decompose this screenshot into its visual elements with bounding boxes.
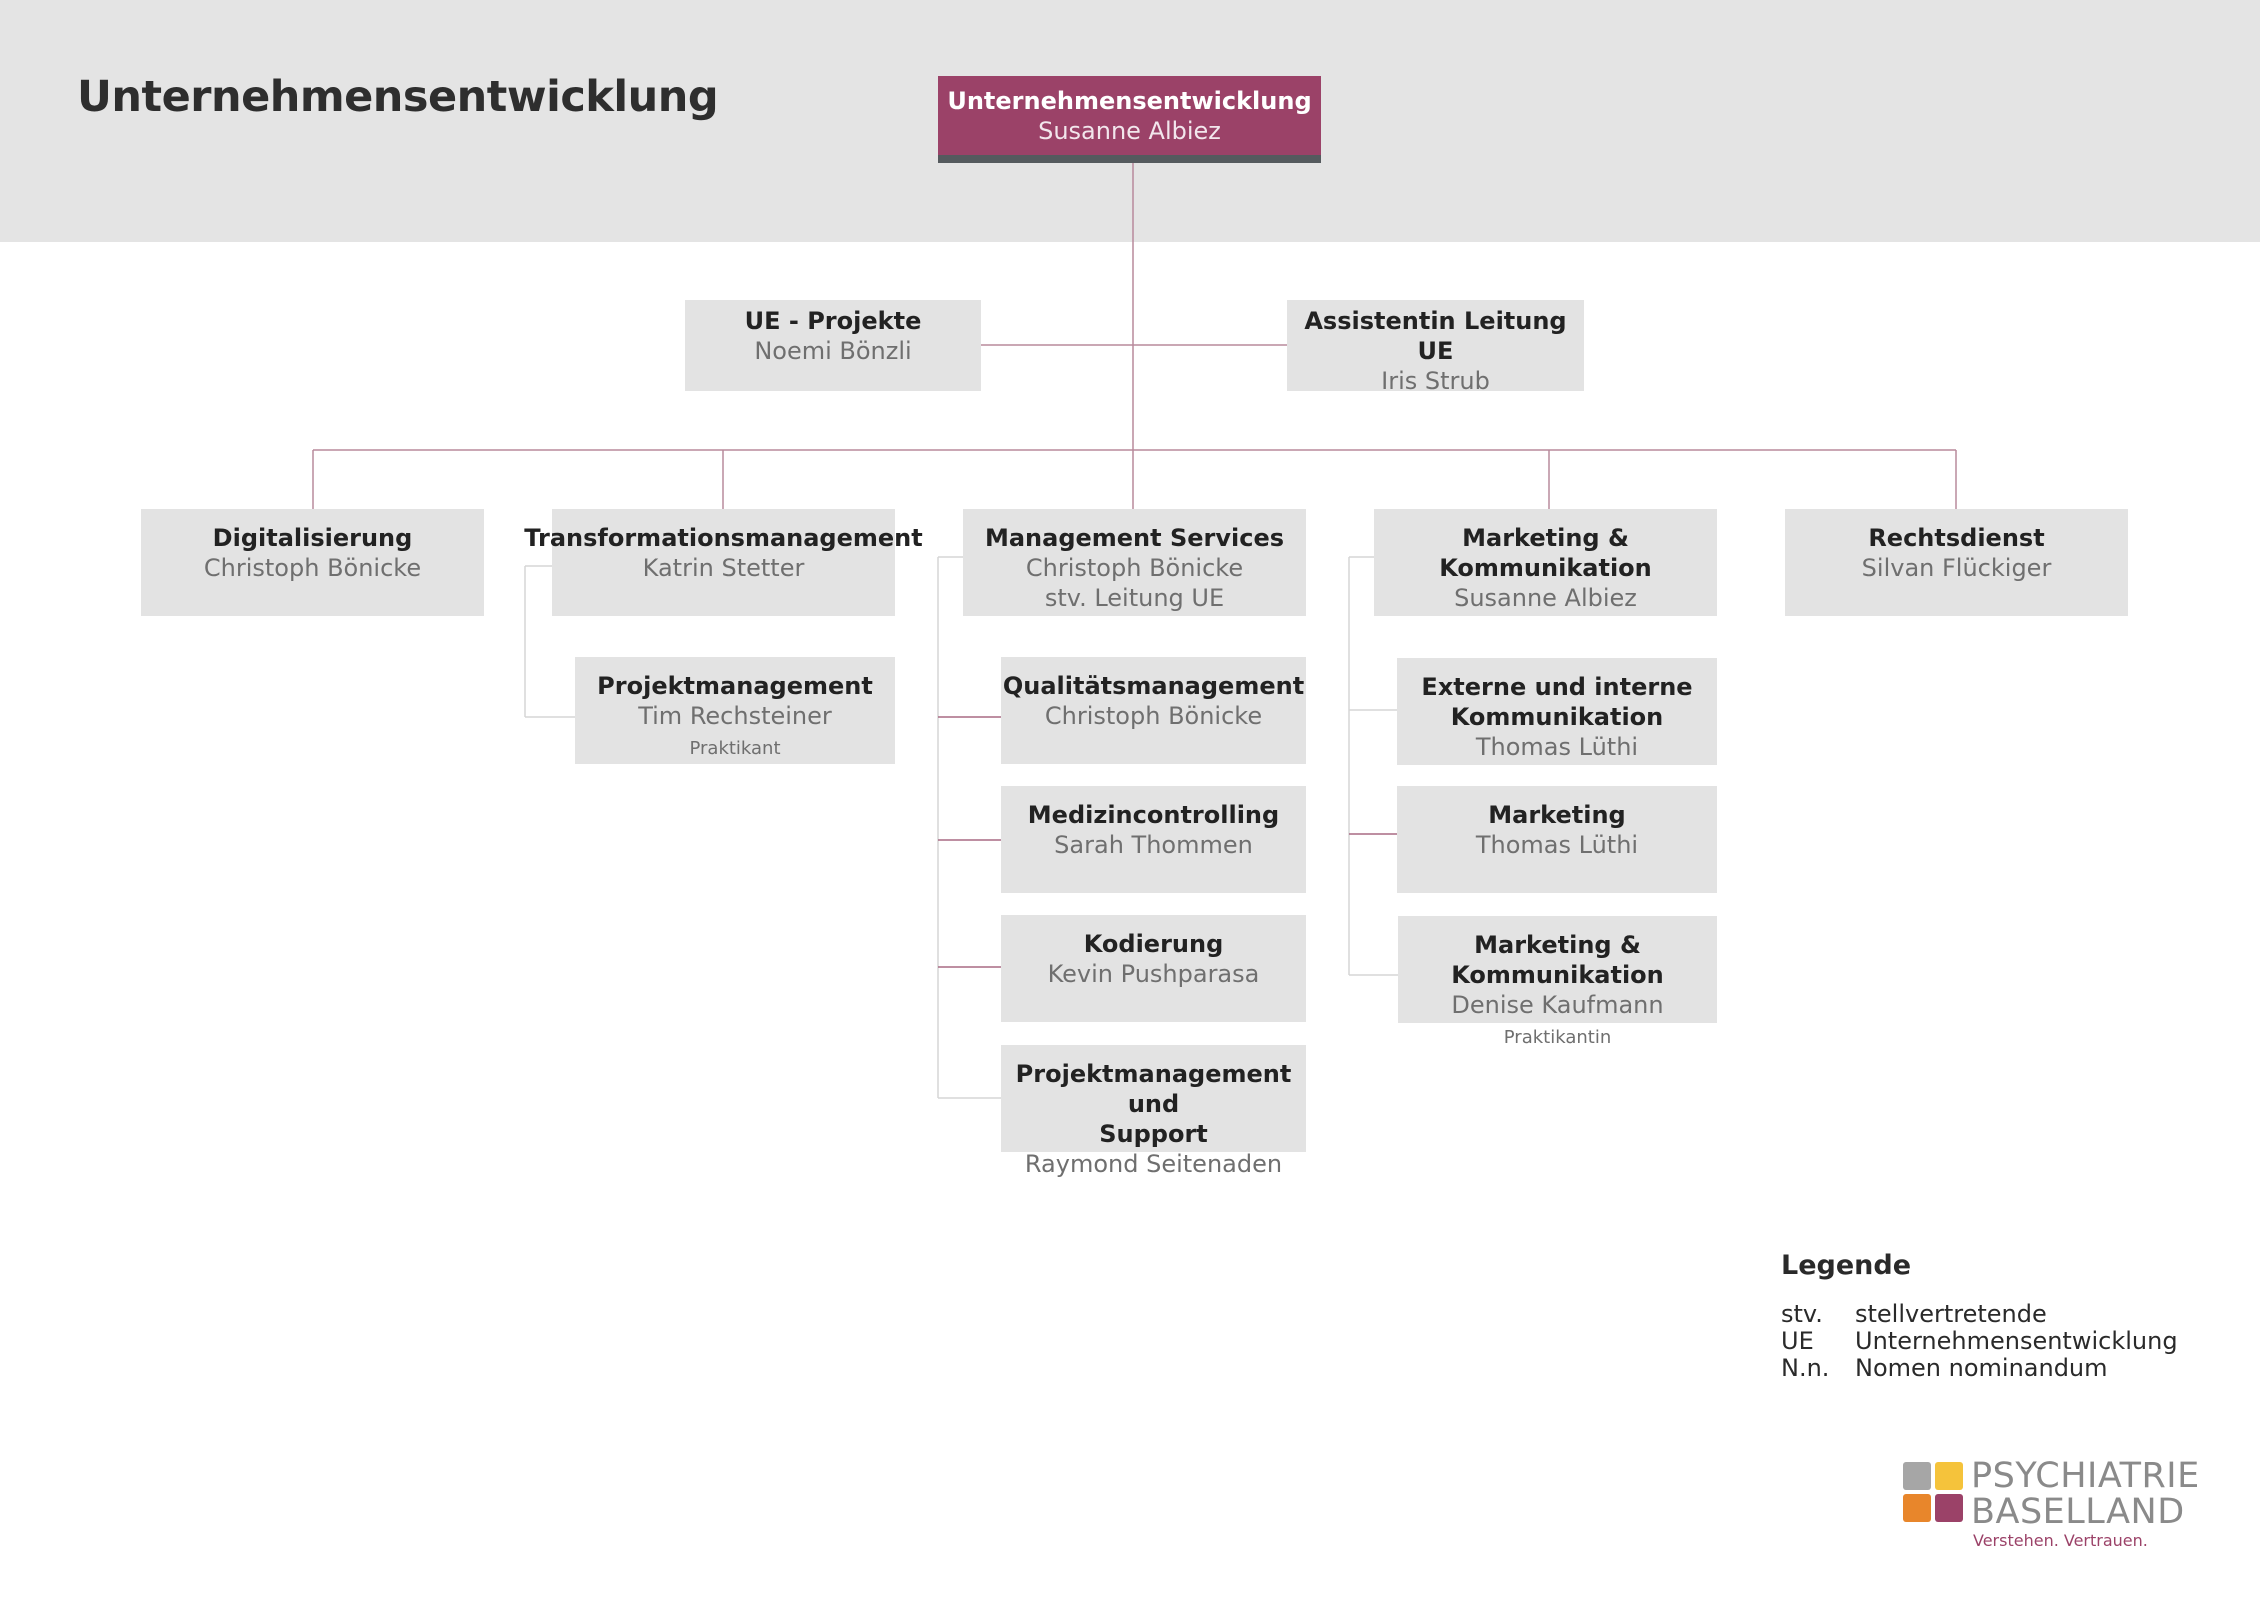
org-box-projektmanagement-support bbox=[1001, 1045, 1306, 1178]
legend-abbr: stv. bbox=[1781, 1300, 1823, 1328]
org-box-person: Sarah Thommen bbox=[1054, 831, 1253, 859]
legend-meaning: stellvertretende bbox=[1855, 1300, 2047, 1328]
org-box-top bbox=[938, 76, 1321, 163]
org-box-person: Christoph Bönicke bbox=[1025, 554, 1244, 582]
org-box-title: Marketing bbox=[1488, 801, 1626, 829]
org-box-title: Assistentin Leitung UE bbox=[1304, 307, 1567, 365]
legend-row bbox=[1781, 1328, 2178, 1355]
org-box-person: Kevin Pushparasa bbox=[1047, 960, 1260, 988]
org-box-marketing bbox=[1397, 786, 1717, 893]
org-box-person: Denise Kaufmann bbox=[1451, 991, 1664, 1019]
org-box-qualitaetsmanagement bbox=[1001, 657, 1306, 764]
org-box-digitalisierung bbox=[141, 509, 484, 616]
org-box-title-line2: Support bbox=[1099, 1120, 1208, 1148]
org-box-externe-interne-kommunikation bbox=[1397, 658, 1717, 765]
logo-square-purple bbox=[1935, 1494, 1963, 1522]
org-box-ue-projekte bbox=[685, 300, 981, 391]
org-box-marketing-kommunikation-praktikum bbox=[1398, 916, 1717, 1048]
org-box-medizincontrolling bbox=[1001, 786, 1306, 893]
org-box-marketing-kommunikation bbox=[1374, 509, 1717, 616]
org-box-person: Tim Rechsteiner bbox=[638, 702, 832, 730]
org-box-note: Praktikant bbox=[689, 738, 781, 759]
org-box-person: Iris Strub bbox=[1381, 367, 1490, 395]
legend-meaning: Nomen nominandum bbox=[1855, 1354, 2108, 1382]
org-box-note: Praktikantin bbox=[1503, 1027, 1612, 1048]
logo-square-orange bbox=[1903, 1494, 1931, 1522]
logo-square-grey bbox=[1903, 1462, 1931, 1490]
org-box-title-line1: Projektmanagement und bbox=[1015, 1060, 1292, 1118]
legend-meaning: Unternehmensentwicklung bbox=[1855, 1327, 2178, 1355]
org-box-title-line2: Kommunikation bbox=[1450, 703, 1664, 731]
org-box-kodierung bbox=[1001, 915, 1306, 1022]
org-box-title: Projektmanagement bbox=[597, 672, 873, 700]
org-box-title: Unternehmensentwicklung bbox=[947, 86, 1312, 115]
legend-abbr: N.n. bbox=[1781, 1354, 1830, 1382]
legend-abbr: UE bbox=[1781, 1327, 1814, 1355]
org-box-title: Marketing & Kommunikation bbox=[1451, 931, 1664, 989]
org-box-title: Rechtsdienst bbox=[1868, 524, 2045, 552]
org-box-title: Marketing & Kommunikation bbox=[1439, 524, 1652, 582]
org-box-person: Christoph Bönicke bbox=[1044, 702, 1263, 730]
org-box-projektmanagement bbox=[575, 657, 895, 764]
logo-tagline: Verstehen. Vertrauen. bbox=[1973, 1531, 2148, 1550]
org-box-management-services bbox=[963, 509, 1306, 616]
org-box-transformationsmanagement bbox=[524, 509, 923, 616]
org-box-title: Qualitätsmanagement bbox=[1002, 672, 1305, 700]
org-box-title: Kodierung bbox=[1083, 930, 1224, 958]
logo-wordmark bbox=[1971, 1458, 2200, 1530]
legend bbox=[1781, 1250, 2178, 1382]
legend-title: Legende bbox=[1781, 1250, 1912, 1281]
logo-line2: BASELLAND bbox=[1971, 1492, 2185, 1532]
org-box-person: Thomas Lüthi bbox=[1475, 831, 1639, 859]
org-box-person: Noemi Bönzli bbox=[754, 337, 912, 365]
org-box-rechtsdienst bbox=[1785, 509, 2128, 616]
org-box-person: Thomas Lüthi bbox=[1475, 733, 1639, 761]
org-box-person: Susanne Albiez bbox=[1038, 116, 1221, 145]
org-box-title: Medizincontrolling bbox=[1027, 801, 1280, 829]
org-box-role: stv. Leitung UE bbox=[1044, 584, 1225, 612]
logo-square-yellow bbox=[1935, 1462, 1963, 1490]
org-box-assistentin bbox=[1287, 300, 1584, 395]
org-box-person: Katrin Stetter bbox=[642, 554, 805, 582]
org-box-title-line1: Externe und interne bbox=[1421, 673, 1693, 701]
org-box-title: Transformationsmanagement bbox=[524, 524, 923, 552]
org-box-person: Raymond Seitenaden bbox=[1024, 1150, 1283, 1178]
org-box-title: UE - Projekte bbox=[744, 307, 922, 335]
org-box-title: Digitalisierung bbox=[212, 524, 413, 552]
org-box-title: Management Services bbox=[984, 524, 1285, 552]
page-title: Unternehmensentwicklung bbox=[77, 72, 719, 122]
org-box-person: Christoph Bönicke bbox=[203, 554, 422, 582]
org-box-person: Susanne Albiez bbox=[1454, 584, 1637, 612]
legend-row bbox=[1781, 1301, 2178, 1328]
legend-row bbox=[1781, 1355, 2178, 1382]
logo-line1: PSYCHIATRIE bbox=[1971, 1456, 2200, 1496]
org-box-person: Silvan Flückiger bbox=[1861, 554, 2052, 582]
